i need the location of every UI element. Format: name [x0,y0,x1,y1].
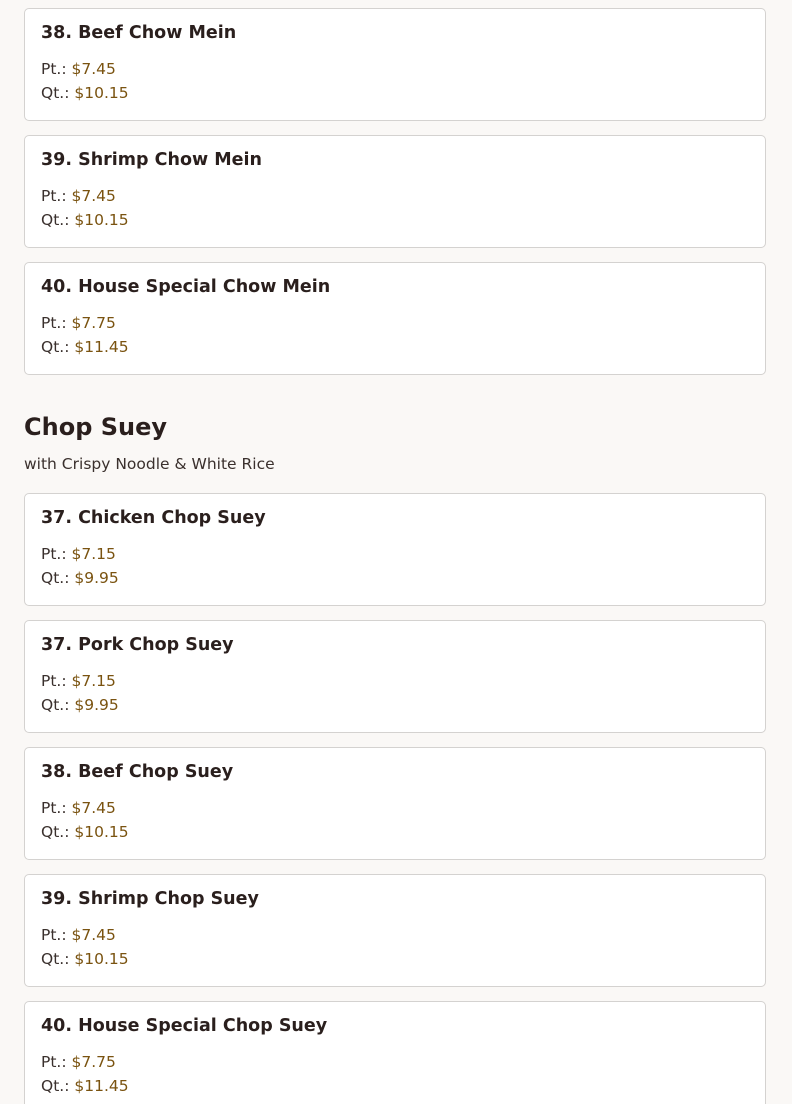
quart-price-row [41,1077,129,1095]
menu-item-card[interactable] [24,493,766,606]
quart-label: Qt.: [41,696,70,714]
quart-price-row [41,950,129,968]
menu-item-name: 40. House Special Chow Mein [41,277,331,297]
pint-price: $7.15 [71,672,116,690]
menu-item-name: 37. Chicken Chop Suey [41,508,266,528]
quart-price: $11.45 [74,1077,129,1095]
quart-label: Qt.: [41,569,70,587]
pint-price: $7.45 [71,187,116,205]
quart-label: Qt.: [41,84,70,102]
menu-item-card[interactable] [24,1001,766,1104]
pint-price: $7.75 [71,1053,116,1071]
pint-price-row [41,187,116,205]
quart-price-row [41,338,129,356]
menu-item-card[interactable] [24,620,766,733]
quart-price: $10.15 [74,950,129,968]
pint-price-row [41,799,116,817]
quart-price: $10.15 [74,84,129,102]
pint-price: $7.45 [71,799,116,817]
pint-label: Pt.: [41,1053,67,1071]
menu-item-card[interactable] [24,262,766,375]
menu-item-name: 39. Shrimp Chow Mein [41,150,262,170]
menu-item-name: 40. House Special Chop Suey [41,1016,328,1036]
quart-label: Qt.: [41,823,70,841]
menu-item-name: 38. Beef Chop Suey [41,762,234,782]
pint-label: Pt.: [41,60,67,78]
pint-label: Pt.: [41,926,67,944]
quart-label: Qt.: [41,338,70,356]
pint-label: Pt.: [41,187,67,205]
pint-label: Pt.: [41,545,67,563]
pint-price-row [41,1053,116,1071]
quart-price: $10.15 [74,211,129,229]
quart-label: Qt.: [41,950,70,968]
pint-price-row [41,926,116,944]
menu-item-card[interactable] [24,874,766,987]
quart-price-row [41,696,119,714]
quart-price-row [41,211,129,229]
menu-item-card[interactable] [24,8,766,121]
pint-price-row [41,545,116,563]
quart-label: Qt.: [41,1077,70,1095]
section-title: Chop Suey [24,413,168,441]
pint-price: $7.45 [71,60,116,78]
menu-item-name: 37. Pork Chop Suey [41,635,234,655]
pint-label: Pt.: [41,314,67,332]
quart-price: $11.45 [74,338,129,356]
quart-label: Qt.: [41,211,70,229]
pint-label: Pt.: [41,672,67,690]
quart-price: $9.95 [74,696,119,714]
pint-price: $7.75 [71,314,116,332]
menu-item-card[interactable] [24,135,766,248]
menu-item-name: 38. Beef Chow Mein [41,23,237,43]
menu-item-name: 39. Shrimp Chop Suey [41,889,259,909]
pint-price: $7.15 [71,545,116,563]
menu-item-card[interactable] [24,747,766,860]
quart-price-row [41,84,129,102]
pint-price-row [41,672,116,690]
quart-price: $9.95 [74,569,119,587]
pint-price-row [41,60,116,78]
pint-price: $7.45 [71,926,116,944]
quart-price: $10.15 [74,823,129,841]
quart-price-row [41,569,119,587]
pint-price-row [41,314,116,332]
pint-label: Pt.: [41,799,67,817]
quart-price-row [41,823,129,841]
section-subtitle: with Crispy Noodle & White Rice [24,455,275,473]
